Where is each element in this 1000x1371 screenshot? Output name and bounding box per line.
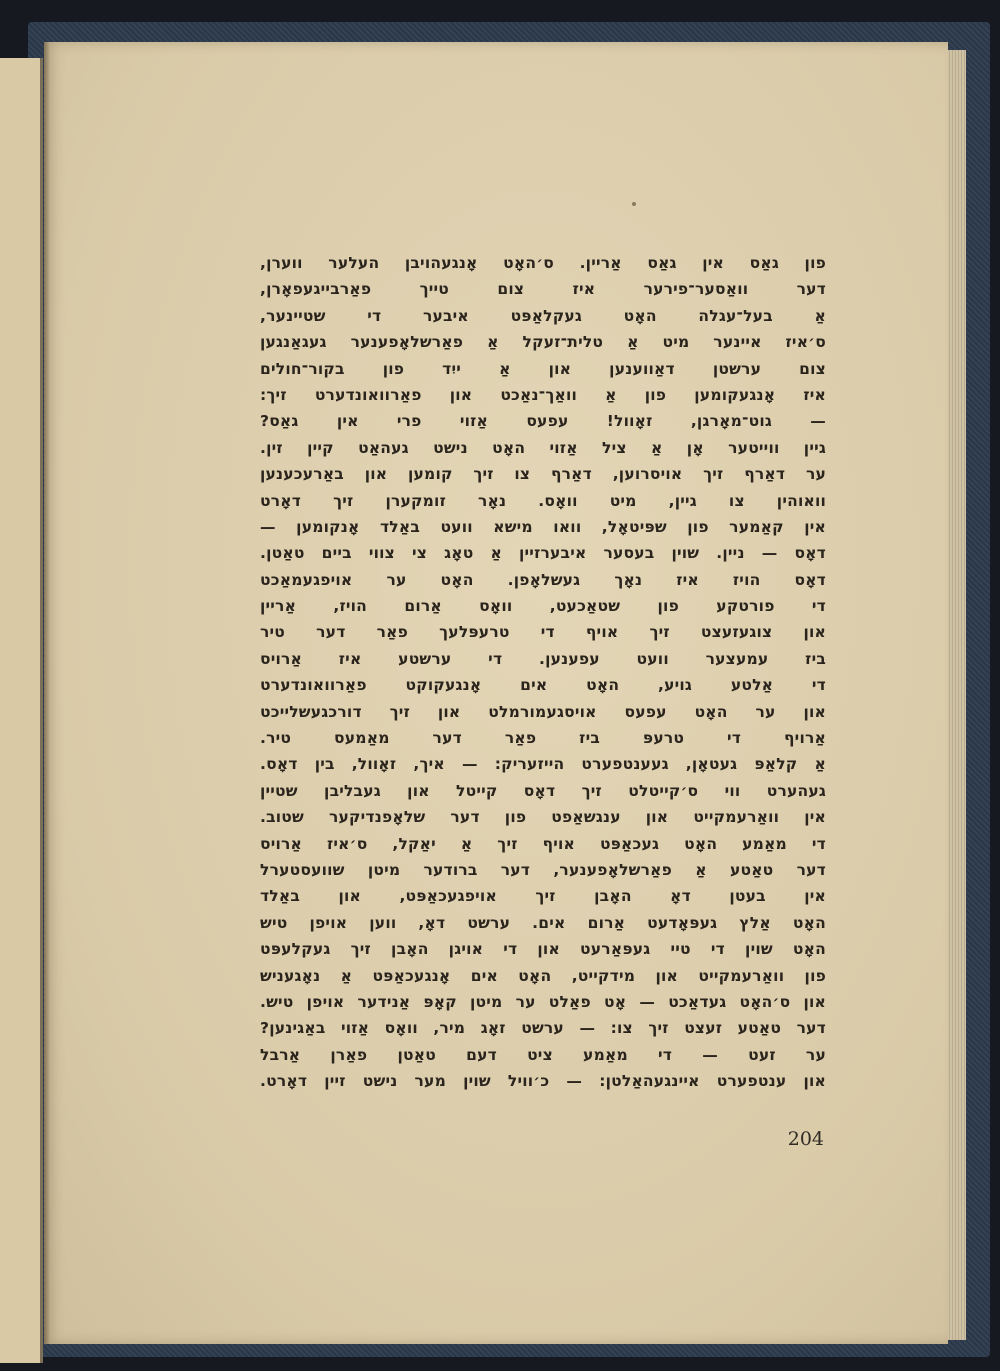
text-line: און ס׳האָט געדאַכט — אָט פאַלט ער מיטן קאָפּ אַנידער אויפן טיש. [260,992,826,1011]
page-text [260,250,826,1095]
text-line: דער וואַסער־פירער איז צום טייך פאַרבייגעפאָרן, [260,280,826,299]
text-line: ביז עמעצער וועט עפענען. די ערשטע איז אַרויס [260,649,826,668]
text-line: אין קאַמער פון שפּיטאָל, וואו מישא וועט באַלד אָנקומען — [260,517,826,536]
text-line: ס׳איז איינער מיט אַ טלית־זעקל אַ פאַרשלאָפענער געגאַנגען [260,333,826,352]
book-page [44,42,948,1344]
text-line: אין בעטן דאָ האָבן זיך אויפגעכאַפּט, און באַלד [260,887,826,906]
text-line: דאָס — ניין. שוין בעסער איבערזיין אַ טאָג צי צווי ביים טאַטן. [260,544,826,563]
text-line: — גוט־מאָרגן, זאָוול! עפעס אַזוי פרי אין גאַס? [260,412,826,431]
text-line: האָט שוין די טיי געפּאַרעט און די אויגן האָבן זיך געקלעפּט [260,940,826,959]
text-line: געהערט ווי ס׳קייטלט זיך דאָס קייטל און געבליבן שטיין [260,781,826,800]
text-line: האָט אַלץ געפּאָדעט אַרום אים. ערשט דאָ, ווען אויפן טיש [260,913,826,932]
text-line: און ענטפערט איינגעהאַלטן: — כ׳וויל שוין מער נישט זיין דאָרט. [260,1072,826,1091]
page-gutter [44,42,50,1344]
text-line: וואוהין צו גיין, מיט וואָס. נאָר זומקערן זיך דאָרט [260,491,826,510]
text-line: די פורטקע פון שטאַכעט, וואָס אַרום הויז, אַריין [260,597,826,616]
text-line: איז אָנגעקומען פון אַ וואַך־נאַכט און פאַרוואונדערט זיך: [260,385,826,404]
text-line: דער טאַטע זעצט זיך צו: — ערשט זאָג מיר, וואָס אַזוי באַגינען? [260,1019,826,1038]
text-line: פון גאַס אין גאַס אַריין. ס׳האָט אָנגעהויבן העלער ווערן, [260,254,826,272]
left-page-edge [0,58,43,1363]
text-line: און ער האָט עפעס אויסגעמורמלט און זיך דורכגעשלייכט [260,702,826,721]
text-line: די אַלטע גויע, האָט אים אָנגעקוקט פאַרוואונדערט [260,676,826,695]
text-line: דאָס הויז איז נאָך געשלאָפן. האָט ער אויפגעמאַכט [260,570,826,589]
text-line: ער זעט — די מאַמע ציט דעם טאַטן פאַרן אַרבל [260,1045,826,1064]
text-line: דער טאַטע אַ פאַרשלאָפענער, דער ברודער מיטן שוועסטערל [260,860,826,879]
text-line: אַרויף די טרעפּ ביז פאַר דער מאַמעס טיר. [260,729,826,748]
text-line: גיין ווייטער אָן אַ ציל אַזוי האָט נישט געהאַט קיין זין. [260,438,826,457]
text-line: די מאַמע האָט געכאַפּט אויף זיך אַ יאַקל, ס׳איז אַרויס [260,834,826,853]
text-line: ער דאַרף זיך אויסרוען, דאַרף צו זיך קומען און באַרעכענען [260,465,826,484]
text-line: צום ערשטן דאַווענען און אַ ייִד פון בקור־חולים [260,359,826,378]
page-number: 204 [787,1128,824,1150]
text-line: פון וואַרעמקייט און מידקייט, האָט אים אָנגעכאַפּט אַ נאָגעניש [260,966,826,985]
text-line: אַ קלאַפּ געטאָן, געענטפערט הייזעריק: — איך, זאָוול, בין דאָס. [260,755,826,774]
paper-speck [632,202,636,206]
text-line: און צוגעזעצט זיך אויף די טרעפּלעך פאַר דער טיר [260,623,826,642]
text-line: אין וואַרעמקייט און ענגשאַפט פון דער שלאָפנדיקער שטוב. [260,808,826,827]
text-line: אַ בעל־עגלה האָט געקלאַפּט איבער די שטיינער, [260,306,826,325]
